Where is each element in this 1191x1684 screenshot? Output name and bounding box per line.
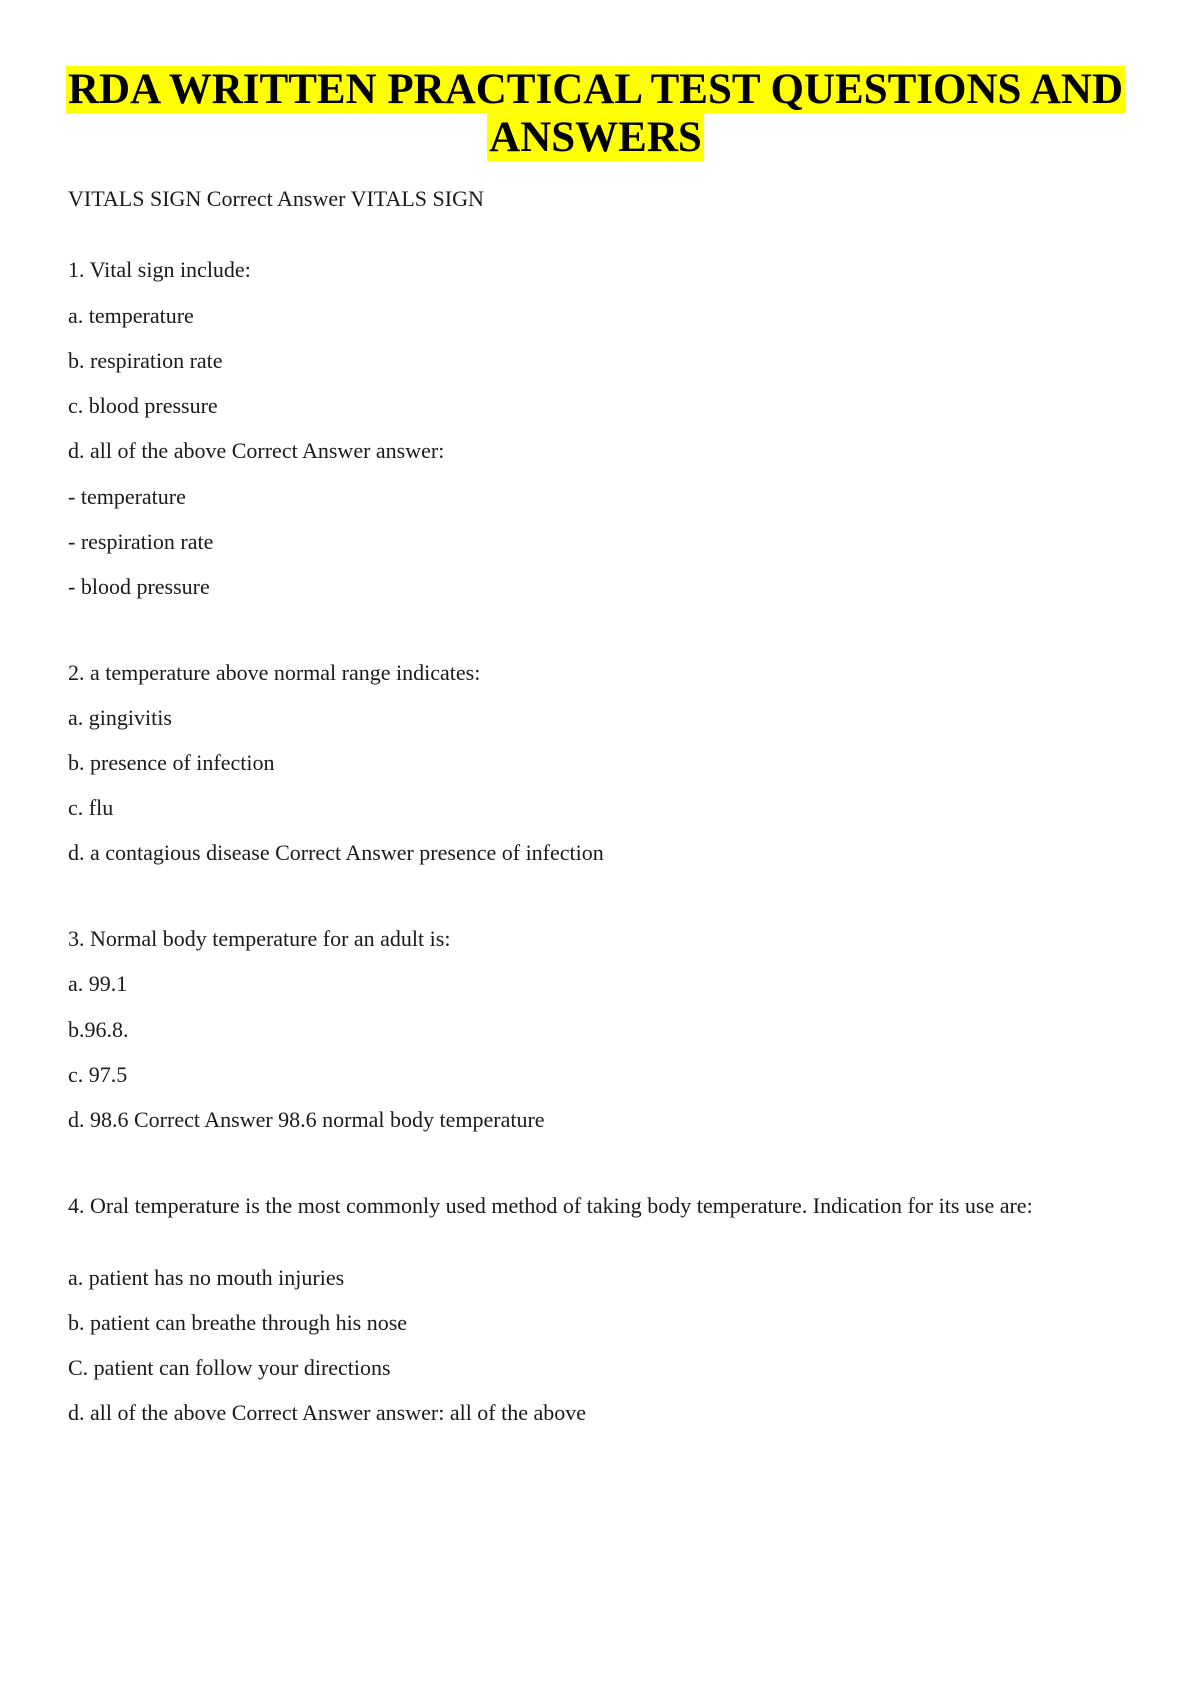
q4-option-d: d. all of the above Correct Answer answer: all of the above — [68, 1400, 587, 1425]
question-4: 4. Oral temperature is the most commonly used method of taking body temperature. Indication for its use are: — [68, 1193, 1033, 1218]
q1-answer-item: - respiration rate — [68, 529, 214, 554]
question-2: 2. a temperature above normal range indicates: — [68, 660, 481, 685]
q1-option-b: b. respiration rate — [68, 348, 223, 373]
intro-line: VITALS SIGN Correct Answer VITALS SIGN — [68, 186, 484, 211]
q1-option-c: c. blood pressure — [68, 393, 218, 418]
q1-option-a: a. temperature — [68, 303, 194, 328]
q3-option-d: d. 98.6 Correct Answer 98.6 normal body temperature — [68, 1107, 545, 1132]
document-title — [0, 66, 1191, 162]
q3-option-c: c. 97.5 — [68, 1062, 128, 1087]
q3-option-b: b.96.8. — [68, 1017, 129, 1042]
q4-option-b: b. patient can breathe through his nose — [68, 1310, 408, 1335]
question-3: 3. Normal body temperature for an adult is: — [68, 926, 451, 951]
q2-option-c: c. flu — [68, 795, 114, 820]
q1-answer-item: - temperature — [68, 484, 186, 509]
title-line-2: ANSWERS — [489, 114, 702, 161]
q2-option-a: a. gingivitis — [68, 705, 172, 730]
q1-option-d: d. all of the above Correct Answer answer: — [68, 438, 445, 463]
q4-option-a: a. patient has no mouth injuries — [68, 1265, 345, 1290]
q3-option-a: a. 99.1 — [68, 971, 128, 996]
q2-option-d: d. a contagious disease Correct Answer presence of infection — [68, 840, 604, 865]
question-1: 1. Vital sign include: — [68, 257, 251, 282]
title-line-1: RDA WRITTEN PRACTICAL TEST QUESTIONS AND — [67, 66, 1123, 113]
q2-option-b: b. presence of infection — [68, 750, 275, 775]
q1-answer-item: - blood pressure — [68, 574, 210, 599]
q4-option-c: C. patient can follow your directions — [68, 1355, 391, 1380]
